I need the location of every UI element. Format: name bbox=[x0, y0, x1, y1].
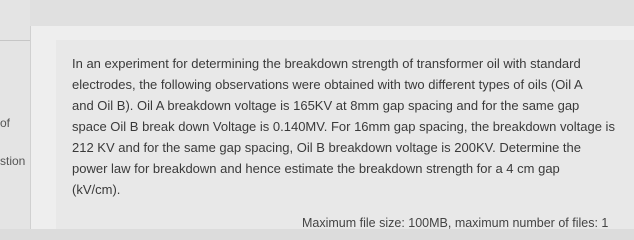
sidebar-label-of: of bbox=[0, 116, 11, 130]
question-line-7: (kV/cm). bbox=[72, 182, 121, 197]
question-line-2: electrodes, the following observations were obtained with two different types of oils (Oil A bbox=[72, 77, 583, 92]
sidebar-divider bbox=[0, 40, 30, 41]
question-line-1: In an experiment for determining the breakdown strength of transformer oil with standard bbox=[72, 56, 581, 71]
top-bar bbox=[30, 0, 634, 27]
sidebar-label-question: stion bbox=[0, 154, 26, 168]
question-line-3: and Oil B). Oil A breakdown voltage is 165KV at 8mm gap spacing and for the same gap bbox=[72, 98, 580, 113]
upload-limit-note: Maximum file size: 100MB, maximum number of files: 1 bbox=[302, 216, 609, 230]
left-sidebar bbox=[0, 0, 30, 229]
question-line-4: space Oil B break down Voltage is 0.140MV. For 16mm gap spacing, the breakdown voltage is bbox=[72, 119, 615, 134]
question-line-6: power law for breakdown and hence estimate the breakdown strength for a 4 cm gap bbox=[72, 161, 560, 176]
question-line-5: 212 KV and for the same gap spacing, Oil B breakdown voltage is 200KV. Determine the bbox=[72, 140, 581, 155]
